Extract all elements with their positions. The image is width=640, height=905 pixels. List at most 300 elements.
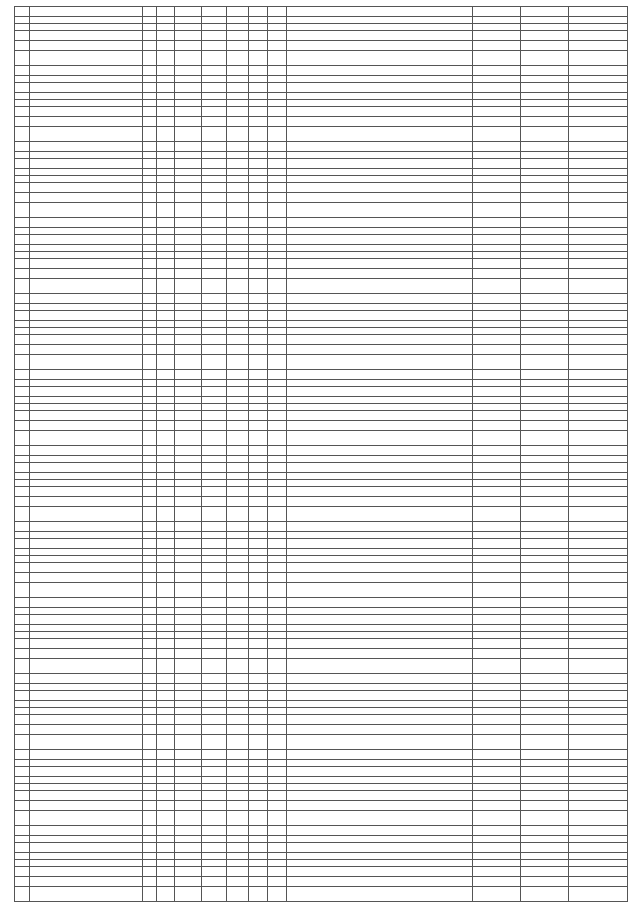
table-cell [227, 573, 248, 583]
table-cell [143, 867, 157, 877]
table-cell [568, 480, 627, 487]
table-cell [473, 152, 521, 159]
table-cell [143, 615, 157, 625]
table-cell [15, 715, 30, 725]
table-cell [287, 294, 473, 304]
table-cell [268, 328, 287, 335]
table-cell [174, 867, 201, 877]
table-cell [521, 715, 569, 725]
table-cell [174, 117, 201, 127]
table-cell [143, 760, 157, 767]
table-cell [202, 760, 227, 767]
table-cell [568, 183, 627, 193]
table-cell [473, 456, 521, 463]
table-cell [568, 328, 627, 335]
table-cell [157, 421, 174, 431]
table-cell [227, 522, 248, 532]
table-cell [202, 380, 227, 387]
table-cell [202, 304, 227, 311]
table-cell [30, 539, 143, 549]
table-cell [268, 777, 287, 784]
table-row [15, 404, 628, 411]
table-cell [473, 321, 521, 328]
table-cell [568, 725, 627, 735]
table-cell [568, 867, 627, 877]
table-cell [174, 639, 201, 649]
table-cell [521, 100, 569, 107]
table-cell [227, 152, 248, 159]
table-cell [143, 76, 157, 83]
table-cell [202, 228, 227, 235]
repair-schedule-table [14, 6, 628, 902]
table-cell [157, 887, 174, 902]
table-cell [30, 176, 143, 183]
table-cell [174, 142, 201, 152]
table-cell [268, 649, 287, 659]
table-cell [521, 7, 569, 17]
table-cell [521, 674, 569, 684]
table-cell [174, 598, 201, 608]
table-cell [30, 100, 143, 107]
table-cell [248, 269, 267, 279]
table-cell [143, 345, 157, 355]
table-cell [174, 152, 201, 159]
table-cell [30, 708, 143, 715]
table-row [15, 235, 628, 245]
table-cell [202, 66, 227, 76]
table-cell [568, 411, 627, 421]
table-cell [521, 370, 569, 380]
table-cell [268, 294, 287, 304]
table-cell [287, 176, 473, 183]
table-cell [268, 556, 287, 563]
table-cell [521, 17, 569, 24]
table-cell [15, 684, 30, 691]
table-cell [268, 625, 287, 632]
table-cell [30, 497, 143, 507]
table-cell [248, 66, 267, 76]
table-cell [473, 431, 521, 446]
table-cell [202, 725, 227, 735]
table-cell [30, 507, 143, 522]
table-cell [248, 625, 267, 632]
table-cell [473, 41, 521, 51]
table-cell [473, 127, 521, 142]
table-cell [248, 76, 267, 83]
table-cell [15, 784, 30, 791]
table-cell [174, 107, 201, 117]
table-cell [287, 487, 473, 497]
table-cell [521, 117, 569, 127]
table-cell [521, 777, 569, 784]
table-cell [248, 573, 267, 583]
table-cell [227, 159, 248, 169]
table-row [15, 76, 628, 83]
table-cell [473, 549, 521, 556]
table-cell [30, 245, 143, 252]
table-cell [143, 355, 157, 370]
table-cell [30, 51, 143, 66]
table-cell [473, 760, 521, 767]
table-cell [143, 387, 157, 397]
table-cell [30, 24, 143, 31]
table-cell [521, 259, 569, 269]
table-cell [248, 311, 267, 321]
table-cell [174, 24, 201, 31]
table-cell [143, 563, 157, 573]
table-cell [15, 735, 30, 750]
table-cell [202, 183, 227, 193]
table-cell [248, 777, 267, 784]
table-row [15, 397, 628, 404]
table-cell [568, 321, 627, 328]
table-cell [268, 404, 287, 411]
table-cell [30, 411, 143, 421]
table-cell [30, 608, 143, 615]
table-cell [157, 279, 174, 294]
table-cell [143, 608, 157, 615]
table-cell [227, 684, 248, 691]
table-cell [157, 463, 174, 473]
table-cell [473, 887, 521, 902]
table-cell [15, 404, 30, 411]
table-cell [30, 397, 143, 404]
table-cell [287, 93, 473, 100]
table-cell [15, 107, 30, 117]
table-cell [174, 811, 201, 826]
table-cell [15, 867, 30, 877]
table-cell [202, 632, 227, 639]
table-cell [268, 355, 287, 370]
table-cell [202, 701, 227, 708]
table-cell [268, 107, 287, 117]
table-cell [521, 701, 569, 708]
table-cell [568, 497, 627, 507]
table-cell [248, 397, 267, 404]
table-cell [157, 294, 174, 304]
table-cell [15, 127, 30, 142]
table-cell [143, 843, 157, 853]
table-cell [473, 639, 521, 649]
table-cell [227, 93, 248, 100]
table-row [15, 269, 628, 279]
table-row [15, 735, 628, 750]
table-cell [268, 701, 287, 708]
table-cell [248, 639, 267, 649]
table-cell [521, 573, 569, 583]
table-cell [287, 431, 473, 446]
table-row [15, 117, 628, 127]
table-cell [157, 387, 174, 397]
table-cell [202, 556, 227, 563]
table-cell [15, 117, 30, 127]
table-cell [268, 41, 287, 51]
table-cell [157, 446, 174, 456]
table-cell [248, 370, 267, 380]
table-cell [143, 573, 157, 583]
table-cell [227, 539, 248, 549]
table-cell [521, 463, 569, 473]
table-cell [157, 760, 174, 767]
table-cell [202, 750, 227, 760]
table-cell [174, 877, 201, 887]
table-cell [202, 7, 227, 17]
table-cell [30, 463, 143, 473]
table-cell [473, 463, 521, 473]
table-cell [15, 269, 30, 279]
table-cell [568, 473, 627, 480]
table-cell [473, 539, 521, 549]
table-cell [268, 539, 287, 549]
table-cell [15, 860, 30, 867]
table-cell [287, 708, 473, 715]
table-cell [143, 328, 157, 335]
table-cell [157, 159, 174, 169]
table-cell [268, 659, 287, 674]
table-cell [157, 321, 174, 328]
table-cell [157, 83, 174, 93]
table-cell [248, 245, 267, 252]
table-row [15, 24, 628, 31]
table-cell [143, 304, 157, 311]
table-cell [174, 127, 201, 142]
table-cell [15, 750, 30, 760]
table-cell [174, 715, 201, 725]
table-cell [227, 142, 248, 152]
table-cell [157, 169, 174, 176]
table-row [15, 877, 628, 887]
table-cell [287, 735, 473, 750]
table-cell [202, 355, 227, 370]
table-cell [15, 345, 30, 355]
table-cell [521, 473, 569, 480]
table-cell [248, 735, 267, 750]
table-cell [143, 7, 157, 17]
table-cell [157, 24, 174, 31]
table-row [15, 463, 628, 473]
table-cell [568, 335, 627, 345]
table-row [15, 507, 628, 522]
table-cell [521, 252, 569, 259]
table-cell [202, 345, 227, 355]
table-cell [15, 294, 30, 304]
table-cell [227, 867, 248, 877]
table-cell [248, 563, 267, 573]
table-cell [473, 345, 521, 355]
table-cell [287, 127, 473, 142]
table-cell [248, 760, 267, 767]
table-cell [202, 370, 227, 380]
table-cell [268, 169, 287, 176]
table-cell [143, 826, 157, 836]
table-cell [287, 556, 473, 563]
table-cell [521, 725, 569, 735]
table-cell [202, 715, 227, 725]
table-cell [174, 826, 201, 836]
table-cell [268, 431, 287, 446]
table-cell [15, 446, 30, 456]
table-cell [521, 24, 569, 31]
table-cell [157, 311, 174, 321]
table-cell [248, 556, 267, 563]
table-cell [521, 708, 569, 715]
table-cell [227, 549, 248, 556]
table-cell [568, 843, 627, 853]
table-cell [202, 93, 227, 100]
table-cell [568, 487, 627, 497]
table-cell [30, 777, 143, 784]
table-cell [568, 7, 627, 17]
table-cell [473, 252, 521, 259]
table-cell [521, 397, 569, 404]
table-cell [248, 691, 267, 701]
table-cell [287, 183, 473, 193]
table-row [15, 183, 628, 193]
table-cell [473, 294, 521, 304]
table-cell [143, 269, 157, 279]
table-cell [143, 203, 157, 218]
table-cell [287, 411, 473, 421]
table-cell [174, 708, 201, 715]
table-cell [143, 66, 157, 76]
table-cell [227, 446, 248, 456]
table-cell [15, 791, 30, 801]
table-cell [30, 456, 143, 463]
table-cell [268, 252, 287, 259]
table-cell [174, 183, 201, 193]
table-cell [268, 598, 287, 608]
table-cell [143, 625, 157, 632]
table-cell [248, 877, 267, 887]
table-cell [30, 117, 143, 127]
table-cell [174, 784, 201, 791]
table-cell [30, 355, 143, 370]
table-cell [15, 649, 30, 659]
table-cell [143, 321, 157, 328]
table-cell [143, 507, 157, 522]
table-cell [521, 431, 569, 446]
table-cell [227, 370, 248, 380]
table-cell [248, 684, 267, 691]
table-cell [157, 867, 174, 877]
table-cell [174, 625, 201, 632]
table-cell [248, 767, 267, 777]
table-cell [248, 355, 267, 370]
table-cell [248, 532, 267, 539]
table-cell [202, 431, 227, 446]
table-cell [227, 193, 248, 203]
table-cell [157, 649, 174, 659]
table-cell [202, 522, 227, 532]
table-cell [473, 615, 521, 625]
table-cell [287, 245, 473, 252]
table-cell [227, 169, 248, 176]
table-cell [30, 760, 143, 767]
table-cell [568, 421, 627, 431]
table-cell [15, 228, 30, 235]
table-row [15, 625, 628, 632]
table-cell [521, 345, 569, 355]
table-cell [568, 380, 627, 387]
table-cell [287, 41, 473, 51]
table-row [15, 473, 628, 480]
table-cell [227, 431, 248, 446]
table-cell [15, 311, 30, 321]
table-cell [157, 777, 174, 784]
table-cell [287, 563, 473, 573]
table-row [15, 767, 628, 777]
table-row [15, 826, 628, 836]
table-cell [202, 539, 227, 549]
table-cell [473, 632, 521, 639]
table-cell [268, 615, 287, 625]
table-cell [473, 370, 521, 380]
table-cell [30, 563, 143, 573]
table-cell [202, 100, 227, 107]
table-cell [143, 218, 157, 228]
table-cell [521, 760, 569, 767]
table-cell [15, 497, 30, 507]
table-cell [287, 497, 473, 507]
table-cell [268, 549, 287, 556]
table-cell [202, 684, 227, 691]
table-cell [174, 193, 201, 203]
table-cell [473, 801, 521, 811]
table-cell [174, 549, 201, 556]
table-cell [174, 843, 201, 853]
table-cell [287, 355, 473, 370]
table-cell [568, 826, 627, 836]
table-cell [473, 76, 521, 83]
table-cell [521, 867, 569, 877]
table-cell [15, 83, 30, 93]
table-cell [268, 684, 287, 691]
table-cell [202, 335, 227, 345]
table-cell [30, 843, 143, 853]
table-cell [174, 760, 201, 767]
table-cell [15, 522, 30, 532]
table-cell [157, 7, 174, 17]
table-cell [568, 127, 627, 142]
table-cell [202, 463, 227, 473]
table-cell [521, 826, 569, 836]
table-cell [568, 532, 627, 539]
table-cell [227, 674, 248, 684]
table-cell [174, 480, 201, 487]
table-row [15, 583, 628, 598]
table-row [15, 480, 628, 487]
table-cell [30, 784, 143, 791]
table-cell [202, 193, 227, 203]
table-cell [287, 421, 473, 431]
table-cell [157, 152, 174, 159]
table-cell [30, 404, 143, 411]
table-cell [30, 159, 143, 169]
table-cell [521, 615, 569, 625]
table-cell [473, 31, 521, 41]
table-cell [143, 487, 157, 497]
table-cell [143, 735, 157, 750]
table-cell [248, 725, 267, 735]
table-cell [15, 836, 30, 843]
table-cell [30, 701, 143, 708]
table-cell [248, 497, 267, 507]
table-cell [521, 556, 569, 563]
table-cell [473, 563, 521, 573]
table-cell [287, 549, 473, 556]
table-cell [202, 649, 227, 659]
table-cell [568, 777, 627, 784]
